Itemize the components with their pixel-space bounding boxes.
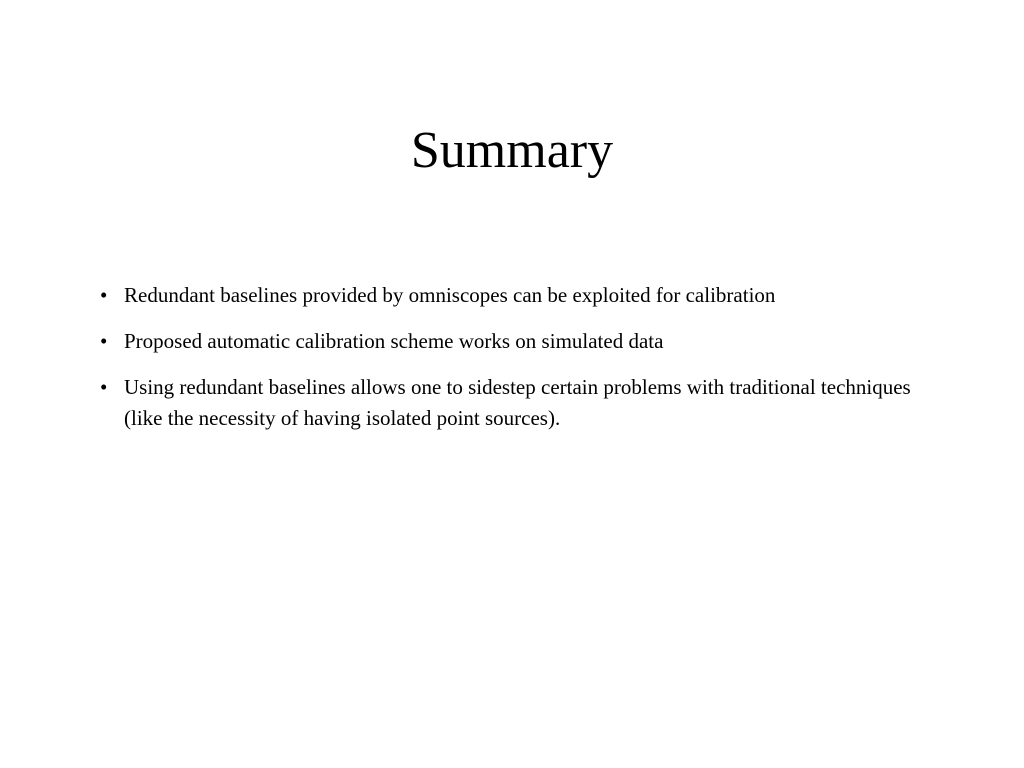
bullet-item-3 bbox=[100, 372, 920, 434]
bullet-item-1 bbox=[100, 280, 920, 311]
bullet-icon: • bbox=[100, 375, 108, 399]
slide-title: Summary bbox=[410, 122, 614, 179]
bullet-item-2 bbox=[100, 326, 920, 357]
bullet-icon: • bbox=[100, 283, 108, 307]
bullet-text: Using redundant baselines allows one to sidestep certain problems with traditional techniques (like the necessity of having isolated point sources). bbox=[124, 375, 911, 430]
bullet-text: Proposed automatic calibration scheme works on simulated data bbox=[124, 329, 664, 353]
bullet-list bbox=[100, 280, 920, 449]
bullet-icon: • bbox=[100, 329, 108, 353]
bullet-text: Redundant baselines provided by omniscopes can be exploited for calibration bbox=[124, 283, 776, 307]
